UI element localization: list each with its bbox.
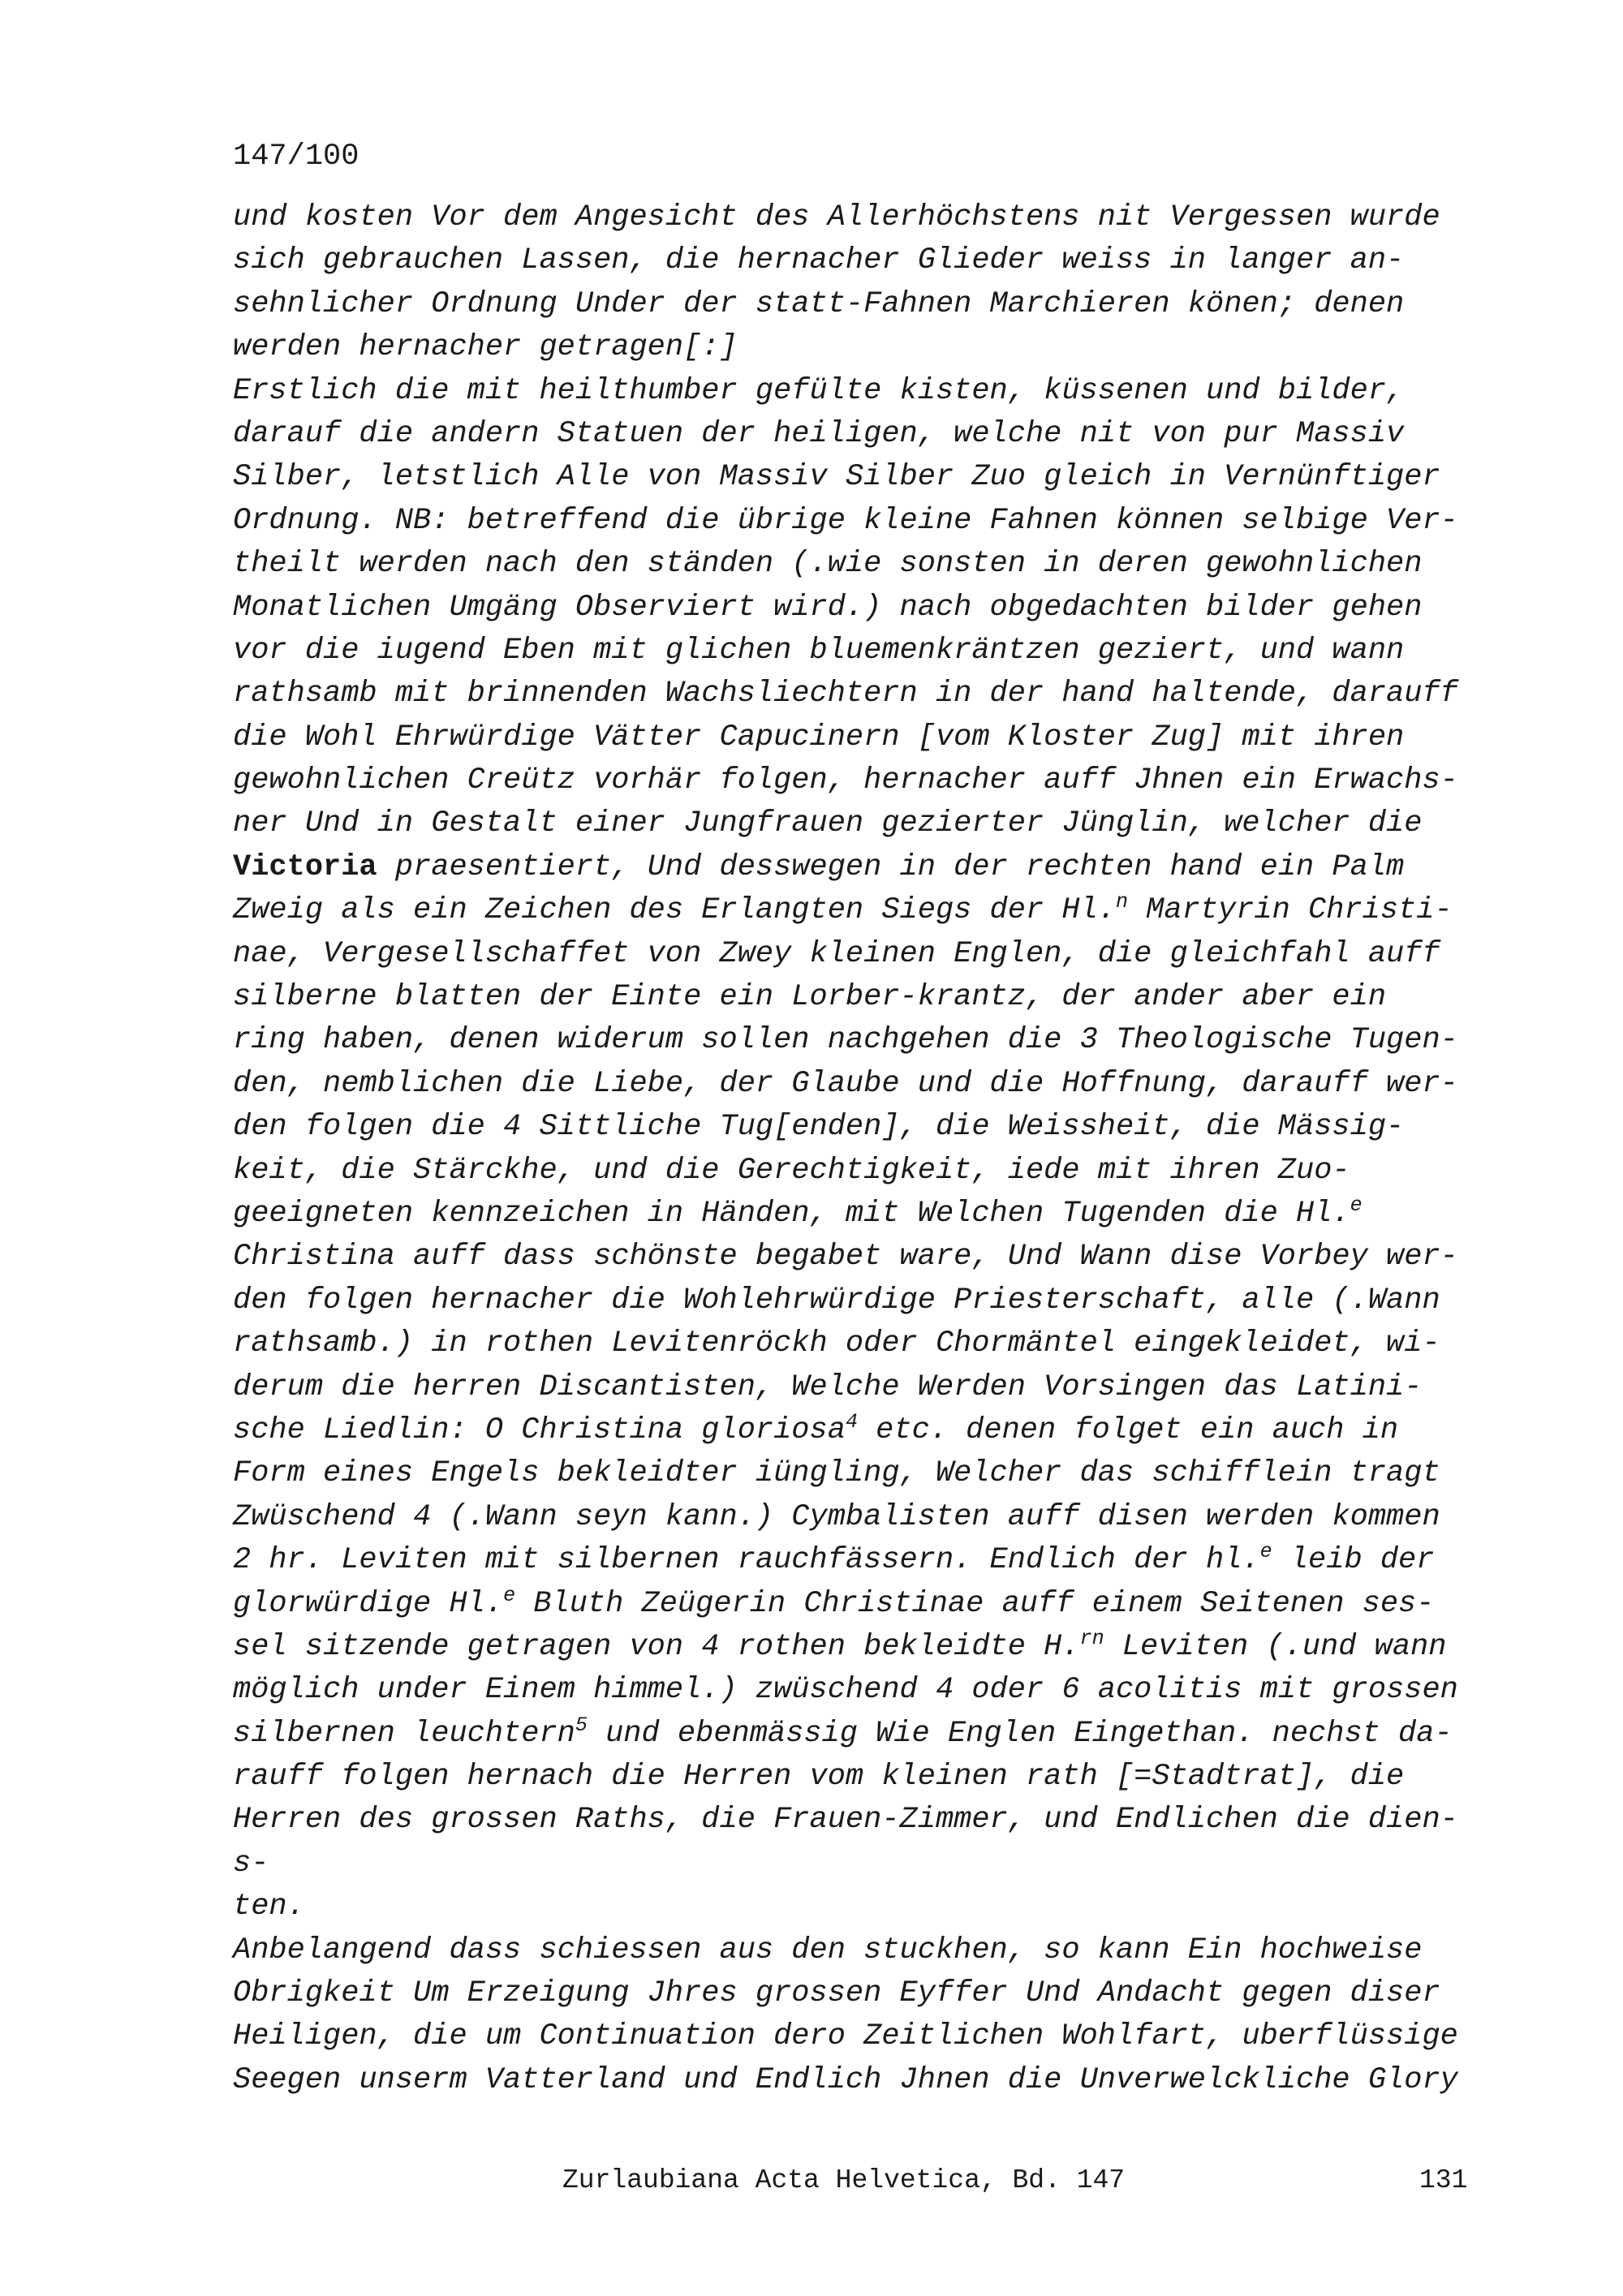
text-line [233,587,1483,630]
text-segment: ring haben, denen widerum sollen nachgehen die 3 Theologische Tugen- [233,1023,1458,1058]
text-segment: Anbelangend dass schiessen aus den stuckhen, so kann Ein hochweise [233,1933,1423,1967]
text-line [233,1626,1483,1669]
text-line [233,283,1483,326]
text-segment: sehnlicher Ordnung Under der statt-Fahnen Marchieren könen; denen [233,286,1405,321]
text-line [233,716,1483,759]
text-segment: gewohnlichen Creütz vorhär folgen, hernacher auff Jhnen ein Erwachs- [233,763,1458,798]
text-line [233,1842,1483,1885]
text-line [233,196,1483,239]
text-segment: Bluth Zeügerin Christinae auff einem Seitenen ses- [515,1586,1435,1621]
text-line [233,1583,1483,1626]
text-line [233,1019,1483,1062]
superscript: 5 [575,1713,588,1737]
text-line [233,370,1483,413]
text-segment: geeigneten kennzeichen in Händen, mit Welchen Tugenden die Hl. [233,1196,1350,1231]
text-segment: Obrigkeit Um Erzeigung Jhres grossen Eyffer Und Andacht gegen diser [233,1976,1440,2011]
text-segment: ner Und in Gestalt einer Jungfrauen gezierter Jünglin, welcher die [233,806,1423,841]
text-segment: Martyrin Christi- [1128,893,1453,928]
text-segment: derum die herren Discantisten, Welche Werden Vorsingen das Latini- [233,1369,1423,1404]
text-segment: ten. [233,1890,305,1924]
text-line [233,1713,1483,1756]
text-line [233,1929,1483,1972]
text-line [233,1756,1483,1799]
text-segment: vor die iugend Eben mit glichen bluemenkräntzen geziert, und wann [233,633,1405,668]
text-segment: etc. denen folget ein auch in [857,1412,1399,1447]
text-segment: den, nemblichen die Liebe, der Glaube und die Hoffnung, darauff wer- [233,1066,1458,1101]
text-segment: Christina auff dass schönste begabet ware, Und Wann dise Vorbey wer- [233,1240,1458,1275]
text-line [233,1322,1483,1365]
body-text [233,196,1483,2102]
superscript: rn [1079,1626,1104,1650]
text-line [233,1366,1483,1409]
text-segment: Leviten (.und wann [1104,1629,1447,1664]
text-line [233,889,1483,932]
text-segment: sich gebrauchen Lassen, die hernacher Glieder weiss in langer an- [233,243,1405,278]
superscript: e [503,1583,516,1607]
text-segment: leib der [1272,1543,1435,1578]
text-segment: Erstlich die mit heilthumber gefülte kisten, küssenen und bilder, [233,373,1405,408]
text-line [233,933,1483,976]
text-segment: silberne blatten der Einte ein Lorber-krantz, der ander aber ein [233,980,1387,1015]
text-line [233,1452,1483,1495]
text-line [233,2059,1483,2102]
text-line [233,2015,1483,2058]
text-line [233,1669,1483,1712]
archive-reference: 147/100 [233,140,359,174]
text-segment: Herren des grossen Raths, die Frauen-Zimmer, und Endlichen die dien- [233,1803,1458,1838]
text-line [233,1539,1483,1582]
text-line [233,326,1483,369]
text-segment: und kosten Vor dem Angesicht des Allerhöchstens nit Vergessen wurde [233,200,1440,234]
text-segment: möglich under Einem himmel.) zwüschend 4 oder 6 acolitis mit grossen [233,1673,1458,1708]
text-line [233,543,1483,586]
text-segment: den folgen hernacher die Wohlehrwürdige Priesterschaft, alle (.Wann [233,1283,1440,1318]
text-segment: Seegen unserm Vatterland und Endlich Jhnen die Unverwelckliche Glory [233,2062,1458,2097]
text-segment: sel sitzende getragen von 4 rothen bekleidte H. [233,1629,1080,1664]
footer-title: Zurlaubiana Acta Helvetica, Bd. 147 [562,2165,1126,2195]
text-line [233,1972,1483,2015]
text-line [233,673,1483,716]
text-segment: Form eines Engels bekleidter iüngling, Welcher das schifflein tragt [233,1456,1440,1491]
text-line [233,1279,1483,1322]
text-segment: keit, die Stärckhe, und die Gerechtigkeit, iede mit ihren Zuo- [233,1153,1350,1188]
text-line [233,413,1483,456]
text-segment: rathsamb.) in rothen Levitenröckh oder Chormäntel eingekleidet, wi- [233,1326,1440,1361]
text-segment: werden hernacher getragen[:] [233,330,738,365]
text-line [233,500,1483,543]
text-line [233,802,1483,845]
text-segment: praesentiert, Und desswegen in der rechten hand ein Palm [377,849,1405,884]
text-segment: glorwürdige Hl. [233,1586,504,1621]
superscript: e [1350,1193,1363,1217]
text-line [233,1409,1483,1452]
text-line [233,846,1483,889]
text-segment: 2 hr. Leviten mit silbernen rauchfässern. Endlich der hl. [233,1543,1260,1578]
text-line [233,239,1483,282]
text-line [233,1236,1483,1279]
text-line [233,1496,1483,1539]
text-segment: darauf die andern Statuen der heiligen, welche nit von pur Massiv [233,416,1405,451]
text-line [233,1063,1483,1106]
text-segment: Zwüschend 4 (.Wann seyn kann.) Cymbalisten auff disen werden kommen [233,1499,1440,1534]
text-line [233,630,1483,673]
bold-term: Victoria [233,849,377,884]
text-segment: Ordnung. NB: betreffend die übrige kleine Fahnen können selbige Ver- [233,503,1458,538]
text-line [233,1193,1483,1236]
text-segment: die Wohl Ehrwürdige Vätter Capucinern [vom Kloster Zug] mit ihren [233,720,1405,755]
text-segment: und ebenmässig Wie Englen Eingethan. nechst da- [587,1716,1453,1751]
text-segment: Silber, letstlich Alle von Massiv Silber Zuo gleich in Vernünftiger [233,460,1440,495]
text-line [233,1885,1483,1928]
text-segment: Monatlichen Umgäng Observiert wird.) nach obgedachten bilder gehen [233,590,1423,625]
text-line [233,1106,1483,1149]
text-line [233,1150,1483,1193]
text-line [233,976,1483,1019]
text-segment: theilt werden nach den ständen (.wie sonsten in deren gewohnlichen [233,547,1423,582]
text-segment: rauff folgen hernach die Herren vom kleinen rath [=Stadtrat], die [233,1760,1405,1795]
text-segment: den folgen die 4 Sittliche Tug[enden], die Weissheit, die Mässig- [233,1110,1405,1145]
text-segment: s- [233,1846,269,1881]
text-segment: sche Liedlin: O Christina gloriosa [233,1412,846,1447]
text-line [233,1799,1483,1842]
superscript: e [1259,1540,1272,1564]
superscript: n [1115,890,1128,914]
text-segment: silbernen leuchtern [233,1716,575,1751]
text-line [233,456,1483,499]
text-segment: rathsamb mit brinnenden Wachsliechtern in der hand haltende, darauff [233,677,1458,712]
text-segment: Heiligen, die um Continuation dero Zeitlichen Wohlfart, uberflüssige [233,2019,1458,2054]
text-segment: Zweig als ein Zeichen des Erlangten Siegs der Hl. [233,893,1116,928]
page-number: 131 [1419,2165,1468,2195]
text-segment: nae, Vergesellschaffet von Zwey kleinen Englen, die gleichfahl auff [233,936,1440,971]
text-line [233,759,1483,802]
superscript: 4 [845,1409,858,1434]
